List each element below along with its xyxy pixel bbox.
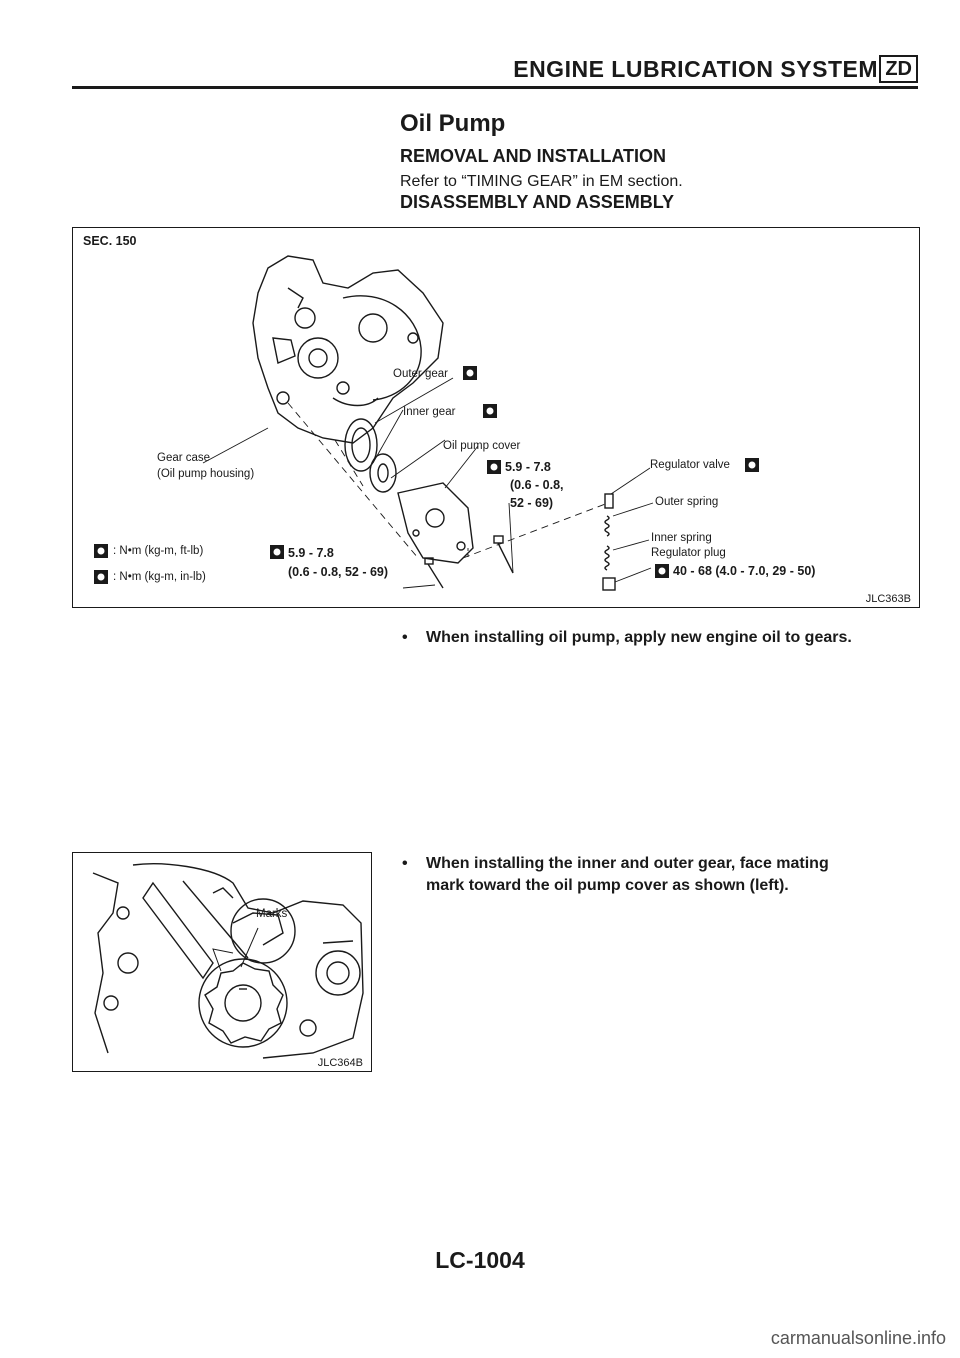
label-oil-pump-cover: Oil pump cover <box>443 440 521 452</box>
torque-cover-line1: 5.9 - 7.8 <box>505 460 551 474</box>
label-outer-spring: Outer spring <box>655 496 719 508</box>
page-header <box>72 52 918 89</box>
removal-heading: REMOVAL AND INSTALLATION <box>400 146 666 166</box>
figure-code-2: JLC364B <box>317 1057 363 1069</box>
instruction-bullet-2 <box>402 853 922 897</box>
header-badge: ZD <box>879 55 918 83</box>
instruction-text-2b: mark toward the oil pump cover as shown (left). <box>426 877 789 894</box>
bullet-marker-2: • <box>402 855 408 872</box>
label-oil-pump-housing: (Oil pump housing) <box>157 468 255 480</box>
label-inner-spring: Inner spring <box>651 532 712 544</box>
exploded-view-figure <box>72 227 920 608</box>
instruction-text-2a: When installing the inner and outer gear, face mating <box>426 855 829 872</box>
instruction-bullet-1 <box>402 627 922 649</box>
label-regulator-valve: Regulator valve <box>650 459 730 471</box>
legend-ft-lb: : N•m (kg-m, ft-lb) <box>113 545 204 557</box>
section-number: SEC. 150 <box>83 234 137 248</box>
bullet-marker: • <box>402 629 408 646</box>
watermark: carmanualsonline.info <box>770 1328 946 1348</box>
gear-marks-figure <box>72 852 372 1072</box>
label-regulator-plug: Regulator plug <box>651 547 726 559</box>
instruction-text-1: When installing oil pump, apply new engine oil to gears. <box>426 629 852 646</box>
label-marks: Marks <box>256 908 288 920</box>
gear-marks-drawing <box>73 853 371 1071</box>
legend-in-lb: : N•m (kg-m, in-lb) <box>113 571 206 583</box>
label-outer-gear: Outer gear <box>393 368 448 380</box>
disassembly-heading: DISASSEMBLY AND ASSEMBLY <box>400 192 675 212</box>
torque-bottom-line2: (0.6 - 0.8, 52 - 69) <box>288 565 389 579</box>
header-title: ENGINE LUBRICATION SYSTEM <box>513 56 878 82</box>
removal-text: Refer to “TIMING GEAR” in EM section. <box>400 173 683 190</box>
torque-bottom-line1: 5.9 - 7.8 <box>288 546 334 560</box>
torque-plug: 40 - 68 (4.0 - 7.0, 29 - 50) <box>673 564 816 578</box>
label-inner-gear: Inner gear <box>403 406 456 418</box>
section-title: Oil Pump <box>400 110 506 137</box>
label-gear-case: Gear case <box>157 452 211 464</box>
figure-code: JLC363B <box>865 593 911 605</box>
page-number: LC-1004 <box>435 1247 525 1273</box>
torque-cover-line3: 52 - 69) <box>510 496 554 510</box>
torque-cover-line2: (0.6 - 0.8, <box>510 478 564 492</box>
